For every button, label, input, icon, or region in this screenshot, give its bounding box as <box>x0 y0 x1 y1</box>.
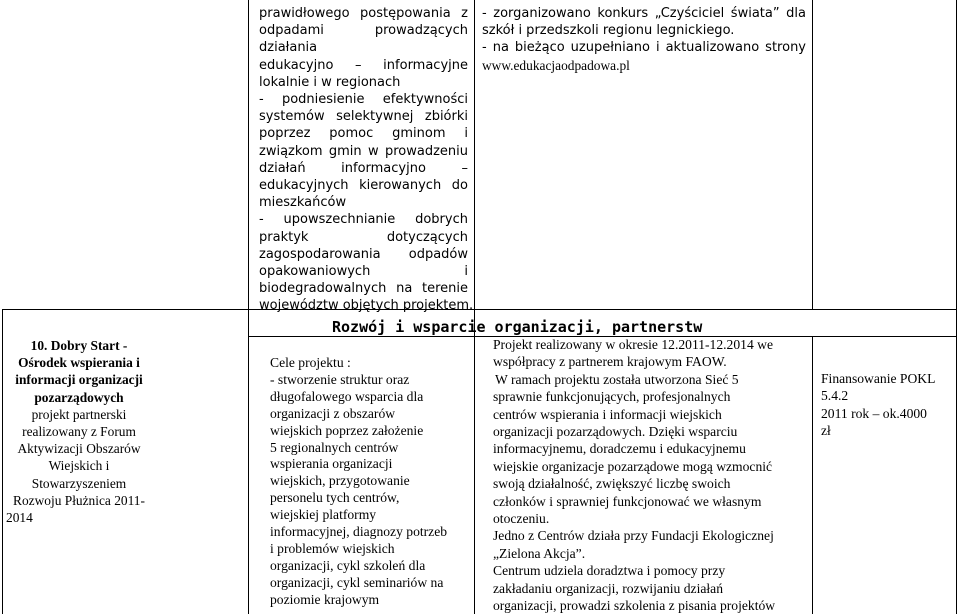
text-line: „Zielona Akcja”. <box>493 545 586 561</box>
text-line: organizacji, prowadzi szkolenia z pisania projektów <box>493 598 776 614</box>
text-line: 2014 <box>6 510 33 526</box>
text-line: otoczeniu. <box>493 511 550 527</box>
text-line: zł <box>821 423 831 439</box>
table-border-left <box>2 310 3 614</box>
project-title-line: pozarządowych <box>34 389 124 405</box>
text-line: centrów wspierania i informacji wiejskich <box>493 406 722 422</box>
text-line: 5 regionalnych centrów <box>270 439 399 455</box>
text-line: edukacyjno – informacyjne <box>259 57 468 73</box>
top-results-cell <box>482 5 806 74</box>
table-border-right <box>956 0 957 614</box>
website-link[interactable]: www.edukacjaodpadowa.pl <box>482 57 630 73</box>
text-line: - na bieżąco uzupełniano i aktualizowano strony <box>482 40 806 56</box>
text-line: Finansowanie POKL <box>821 371 936 386</box>
text-line: organizacji, cykl seminariów na <box>270 574 444 590</box>
text-line: organizacji z obszarów <box>270 405 396 421</box>
text-line: prawidłowego postępowania z <box>259 6 468 21</box>
text-line: Jedno z Centrów działa przy Fundacji Ekologicznej <box>493 528 774 544</box>
text-line: personelu tych centrów, <box>270 490 400 506</box>
text-line: Aktywizacji Obszarów <box>17 441 141 457</box>
text-line: Rozwoju Płużnica 2011- <box>13 492 145 508</box>
text-line: organizacji, cykl szkoleń dla <box>270 557 426 573</box>
text-line: opakowaniowych i <box>259 264 468 280</box>
text-line: systemów selektywnej zbiórki <box>259 109 468 125</box>
text-line: - upowszechnianie dobrych <box>259 212 468 228</box>
text-line: zagospodarowania odpadów <box>259 246 468 262</box>
text-line: 2011 rok – ok.4000 <box>821 405 927 421</box>
row-separator-1 <box>2 309 957 310</box>
text-line: odpadami prowadzących działania <box>259 23 468 56</box>
text-line: Projekt realizowany w okresie 12.2011-12.2014 we <box>493 337 773 352</box>
text-line: działań informacyjno – <box>259 160 468 176</box>
text-line: Cele projektu : <box>270 355 351 370</box>
table-divider-3 <box>812 0 813 310</box>
text-line: organizacji pozarządowych. Dzięki wsparciu <box>493 424 738 440</box>
table-divider-3b <box>812 336 813 614</box>
text-line: Wiejskich i <box>48 458 110 474</box>
text-line: praktyk dotyczących <box>259 229 468 245</box>
project-title-line: 10. Dobry Start - <box>30 338 128 353</box>
text-line: wiejskich poprzez założenie <box>270 422 424 438</box>
text-line: edukacyjnych kierowanych do <box>259 178 468 194</box>
text-line: biodegradowalnych na terenie <box>259 281 468 297</box>
text-line: wiejskich, przygotowanie <box>270 473 410 489</box>
text-line: członków i sprawniej funkcjonować we własnym <box>493 493 762 509</box>
project-title-line: informacji organizacji <box>15 372 143 388</box>
text-line: szkół i przedszkoli regionu legnickiego. <box>482 23 735 39</box>
text-line: projekt partnerski <box>31 406 127 422</box>
text-line: swoją działalność, zwiększyć liczbę swoich <box>493 476 731 492</box>
text-line: wiejskie organizacje pozarządowe mogą wzmocnić <box>493 458 773 474</box>
text-line: informacyjnej, diagnozy potrzeb <box>270 524 448 540</box>
text-line: - podniesienie efektywności <box>259 92 468 108</box>
text-line: sprawnie funkcjonujących, profesjonalnych <box>493 389 731 405</box>
text-line: - stworzenie struktur oraz <box>270 371 410 387</box>
project-results-cell <box>493 336 809 615</box>
text-line: współpracy z partnerem krajowym FAOW. <box>493 354 727 370</box>
section-header: Rozwój i wsparcie organizacji, partnerstw <box>332 318 703 336</box>
text-line: 5.4.2 <box>821 388 849 404</box>
text-line: zakładaniu organizacji, rozwijaniu działań <box>493 580 723 596</box>
text-line: województw objętych projektem. <box>259 298 474 314</box>
text-line: poziomie krajowym <box>270 591 380 607</box>
text-line: - zorganizowano konkurs „Czyściciel świata” dla <box>482 6 806 21</box>
project-name-cell <box>4 337 154 526</box>
text-line: mieszkańców <box>259 195 347 211</box>
text-line: związkom gmin w prowadzeniu <box>259 143 468 159</box>
funding-cell <box>821 370 951 440</box>
table-divider-1 <box>248 0 249 614</box>
text-line: informacyjnemu, doradczemu i edukacyjnemu <box>493 441 746 457</box>
project-title-line: Ośrodek wspierania i <box>18 355 140 371</box>
table-divider-2 <box>474 0 475 614</box>
text-line: wiejskiej platformy <box>270 507 377 523</box>
text-line: wspierania organizacji <box>270 456 393 472</box>
top-description-cell <box>259 5 474 315</box>
project-goals-cell <box>270 355 470 609</box>
text-line: Centrum udziela doradztwa i pomocy przy <box>493 563 726 579</box>
text-line: Stowarzyszeniem <box>31 475 127 491</box>
text-line: realizowany z Forum <box>22 424 136 440</box>
text-line: poprzez pomoc gminom i <box>259 126 468 142</box>
text-line: W ramach projektu została utworzona Sieć 5 <box>495 371 739 387</box>
text-line: lokalnie i w regionach <box>259 74 401 90</box>
text-line: długofalowego wsparcia dla <box>270 388 424 404</box>
text-line: i problemów wiejskich <box>270 540 395 556</box>
